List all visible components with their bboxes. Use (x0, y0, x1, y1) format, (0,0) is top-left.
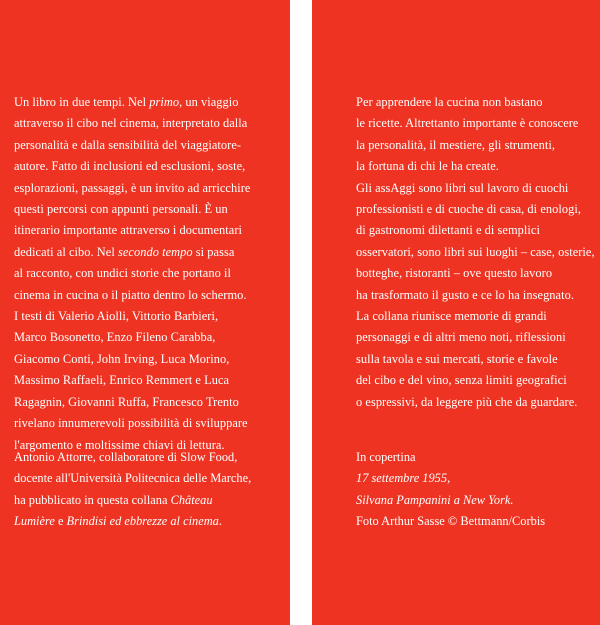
text-line: le ricette. Altrettanto importante è conoscere (356, 116, 579, 131)
text-line: questi percorsi con appunti personali. È un (14, 202, 228, 217)
text-line: Giacomo Conti, John Irving, Luca Morino, (14, 351, 230, 366)
author-bio (14, 447, 276, 533)
text-line: la fortuna di chi le ha create. (356, 159, 499, 174)
text-line: Massimo Raffaeli, Enrico Remmert e Luca (14, 373, 230, 388)
line-tail: , un viaggio (179, 95, 239, 109)
text-line: rivelano innumerevoli possibilità di sviluppare (14, 416, 248, 431)
flap-panel (312, 0, 600, 625)
text-line: o espressivi, da leggere più che da guardare. (356, 394, 578, 409)
text-line: ha trasformato il gusto e ce lo ha insegnato. (356, 287, 574, 302)
text-line: Antonio Attorre, collaboratore di Slow Food, (14, 450, 238, 464)
text-line: Per apprendere la cucina non bastano (356, 95, 543, 109)
text-line: al racconto, con undici storie che portano il (14, 266, 231, 281)
line-italic: Château (170, 492, 213, 507)
text-line: attraverso il cibo nel cinema, interpretato dalla (14, 116, 248, 131)
text-line: la personalità, il mestiere, gli strumenti, (356, 137, 555, 152)
text-line: itinerario importante attraverso i documentari (14, 223, 242, 238)
text-line: Gli assAggi sono libri sul lavoro di cuochi (356, 180, 569, 195)
text-line: personalità e dalla sensibilità del viaggiatore- (14, 137, 242, 152)
line-text: ha pubblicato in questa collana (14, 492, 171, 507)
text-line: sulla tavola e sui mercati, storie e favole (356, 351, 558, 366)
line-text: dedicati al cibo. Nel (14, 244, 118, 259)
credits-photographer: Foto Arthur Sasse © Bettmann/Corbis (356, 514, 546, 529)
text-line: docente all'Università Politecnica delle Marche, (14, 471, 252, 486)
spine-gutter (290, 0, 312, 625)
text-line: esplorazioni, passaggi, è un invito ad arricchire (14, 180, 251, 195)
text-line: l'argomento e moltissime chiavi di lettura. (14, 437, 225, 452)
line-tail: si passa (192, 244, 235, 259)
text-line: del cibo e del vino, senza limiti geografici (356, 373, 567, 388)
text-line: Marco Bosonetto, Enzo Fileno Carabba, (14, 330, 216, 345)
text-line: osservatori, sono libri sui luoghi – case, osterie, (356, 244, 595, 259)
back-cover-description (14, 92, 276, 456)
text-line: I testi di Valerio Aiolli, Vittorio Barbieri, (14, 309, 219, 324)
text-line: autore. Fatto di inclusioni ed esclusioni, soste, (14, 159, 246, 174)
line-text: e (54, 514, 67, 529)
text-line: di gastronomi dilettanti e di semplici (356, 223, 540, 238)
credits-date: 17 settembre 1955, (356, 471, 451, 486)
text-line (14, 242, 276, 263)
text-line (14, 92, 276, 113)
back-cover-panel (0, 0, 290, 625)
text-line: botteghe, ristoranti – ove questo lavoro (356, 266, 553, 281)
cover-photo-credits (356, 447, 596, 533)
text-line: professionisti e di cuoche di casa, di enologi, (356, 202, 581, 217)
credits-heading: In copertina (356, 450, 416, 464)
text-line (14, 511, 276, 532)
line-text: Un libro in due tempi. Nel (14, 95, 150, 109)
text-line: Ragagnin, Giovanni Ruffa, Francesco Trento (14, 394, 239, 409)
text-line: La collana riunisce memorie di grandi (356, 309, 547, 324)
line-italic: primo (149, 95, 180, 109)
line-tail: . (218, 514, 222, 529)
description-paragraph (14, 92, 276, 456)
line-italic-2: Brindisi ed ebbrezze al cinema (66, 514, 219, 529)
text-line: personaggi e di altri meno noti, riflessioni (356, 330, 566, 345)
text-line: cinema in cucina o il piatto dentro lo schermo. (14, 287, 247, 302)
line-italic: secondo tempo (117, 244, 193, 259)
text-line (14, 490, 276, 511)
series-paragraph (356, 92, 596, 413)
line-italic: Lumière (14, 514, 55, 529)
credits-subject: Silvana Pampanini a New York. (356, 492, 514, 507)
series-description (356, 92, 596, 413)
